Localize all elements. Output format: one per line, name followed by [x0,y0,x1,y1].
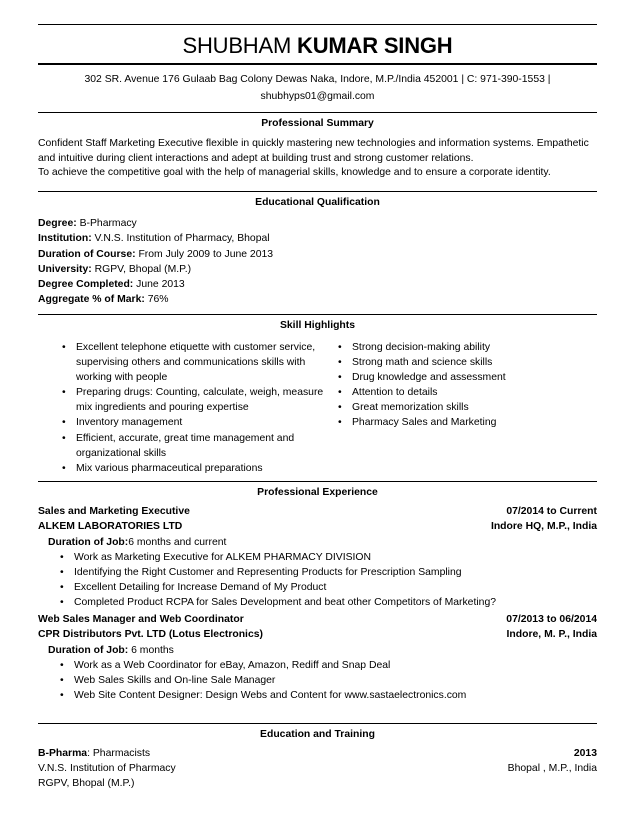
education-value: B-Pharmacy [76,218,137,229]
job-bullet: • Work as Marketing Executive for ALKEM PHARMACY DIVISION [60,550,597,565]
contact-info [38,71,597,105]
job-dates: 07/2014 to Current [506,506,597,517]
education-divider [38,191,597,192]
skills-divider [38,314,597,315]
job-header [38,505,597,520]
experience-divider [38,481,597,482]
job-bullet: • Web Site Content Designer: Design Webs and Content for www.sastaelectronics.com [60,688,597,703]
job-bullet: • Identifying the Right Customer and Representing Products for Prescription Sampling [60,565,597,580]
skill-item: • Strong math and science skills [338,355,588,370]
summary-line: and intuitive during client interactions and adept at building trust and strong customer relations. [38,152,474,164]
summary-line: Confident Staff Marketing Executive flexible in quickly mastering new technologies and information systems. Empathetic [38,138,589,149]
skill-item: • Efficient, accurate, great time management and organizational skills [62,431,332,461]
training-university-row [38,777,597,792]
last-name: KUMAR SINGH [297,33,453,58]
address-line: 302 SR. Avenue 176 Gulaab Bag Colony Dewas Naka, Indore, M.P./India 452001 | C: 971-390-1553 | [84,74,551,85]
education-value: 76% [144,294,169,306]
skills-right-column [338,340,588,431]
job-bullet: • Web Sales Skills and On-line Sale Manager [60,673,597,688]
training-university: RGPV, Bhopal (M.P.) [38,777,135,789]
top-divider [38,24,597,25]
duration-value: 6 months and current [128,536,227,548]
job-duration [38,643,597,658]
education-details [38,216,597,308]
education-title: Educational Qualification [255,197,380,208]
job-role: Sales and Marketing Executive [38,506,190,517]
education-label: Degree: [38,218,77,229]
education-aggregate [38,292,597,307]
skills-title: Skill Highlights [279,320,356,331]
skill-item: • Preparing drugs: Counting, calculate, weigh, measure mix ingredients and pouring expertise [62,385,332,415]
training-location: Bhopal , M.P., India [507,762,597,774]
job-dates: 07/2013 to 06/2014 [506,614,597,625]
job-company-row [38,520,597,535]
summary-divider [38,112,597,113]
candidate-name [38,33,597,59]
skill-item: • Strong decision-making ability [338,340,588,355]
training-year: 2013 [573,748,597,759]
education-completed [38,277,597,292]
training-degree-row [38,747,597,762]
skill-item: • Great memorization skills [338,400,588,415]
job-duration [38,535,597,550]
education-institution [38,231,597,246]
training-institution-row [38,762,597,777]
resume-page [38,0,597,826]
skill-item: • Excellent telephone etiquette with customer service, supervising others and communications skills with working with people [62,340,332,385]
duration-value: 6 months [128,644,174,656]
education-label: Aggregate % of Mark: [38,294,145,306]
education-value: RGPV, Bhopal (M.P.) [91,263,192,275]
job-entry-1 [38,505,597,610]
email: shubhyps01@gmail.com [260,91,375,102]
skill-item: • Mix various pharmaceutical preparations [62,461,332,476]
job-header [38,613,597,628]
training-degree [38,747,150,762]
job-company: CPR Distributors Pvt. LTD (Lotus Electronics) [38,628,263,640]
job-company-row [38,628,597,643]
training-title: Education and Training [260,729,375,740]
duration-label: Duration of Job: [48,536,129,548]
job-location: Indore HQ, M.P., India [490,520,597,532]
education-label: University: [38,263,92,275]
summary-text [38,137,597,181]
skill-item: • Drug knowledge and assessment [338,370,588,385]
skills-left-column [62,340,332,476]
experience-title: Professional Experience [257,487,378,498]
job-bullet: • Work as a Web Coordinator for eBay, Amazon, Rediff and Snap Deal [60,658,597,673]
training-degree-role: : Pharmacists [87,748,151,759]
education-degree [38,216,597,231]
training-divider [38,723,597,724]
name-divider [38,63,597,65]
job-company: ALKEM LABORATORIES LTD [38,520,183,532]
education-university [38,262,597,277]
summary-line: To achieve the competitive goal with the help of managerial skills, knowledge and to ensure a corporate identity. [38,167,551,179]
first-name: SHUBHAM [182,33,292,58]
skill-item: • Inventory management [62,415,332,430]
education-value: June 2013 [133,279,185,291]
skill-item: • Attention to details [338,385,588,400]
education-duration [38,247,597,262]
job-role: Web Sales Manager and Web Coordinator [38,614,244,625]
training-degree-name: B-Pharma [38,748,88,759]
education-label: Degree Completed: [38,279,134,291]
education-label: Duration of Course: [38,248,136,260]
education-value: V.N.S. Institution of Pharmacy, Bhopal [91,233,270,245]
education-label: Institution: [38,233,92,245]
job-location: Indore, M. P., India [506,628,597,640]
job-bullet: • Excellent Detailing for Increase Demand of My Product [60,580,597,595]
duration-label: Duration of Job: [48,644,129,656]
education-value: From July 2009 to June 2013 [135,248,274,260]
training-details [38,747,597,791]
training-institution: V.N.S. Institution of Pharmacy [38,762,176,774]
job-entry-2 [38,613,597,703]
job-bullet: • Completed Product RCPA for Sales Development and beat other Competitors of Marketing? [60,595,597,610]
summary-title: Professional Summary [261,118,374,129]
skill-item: • Pharmacy Sales and Marketing [338,415,588,430]
